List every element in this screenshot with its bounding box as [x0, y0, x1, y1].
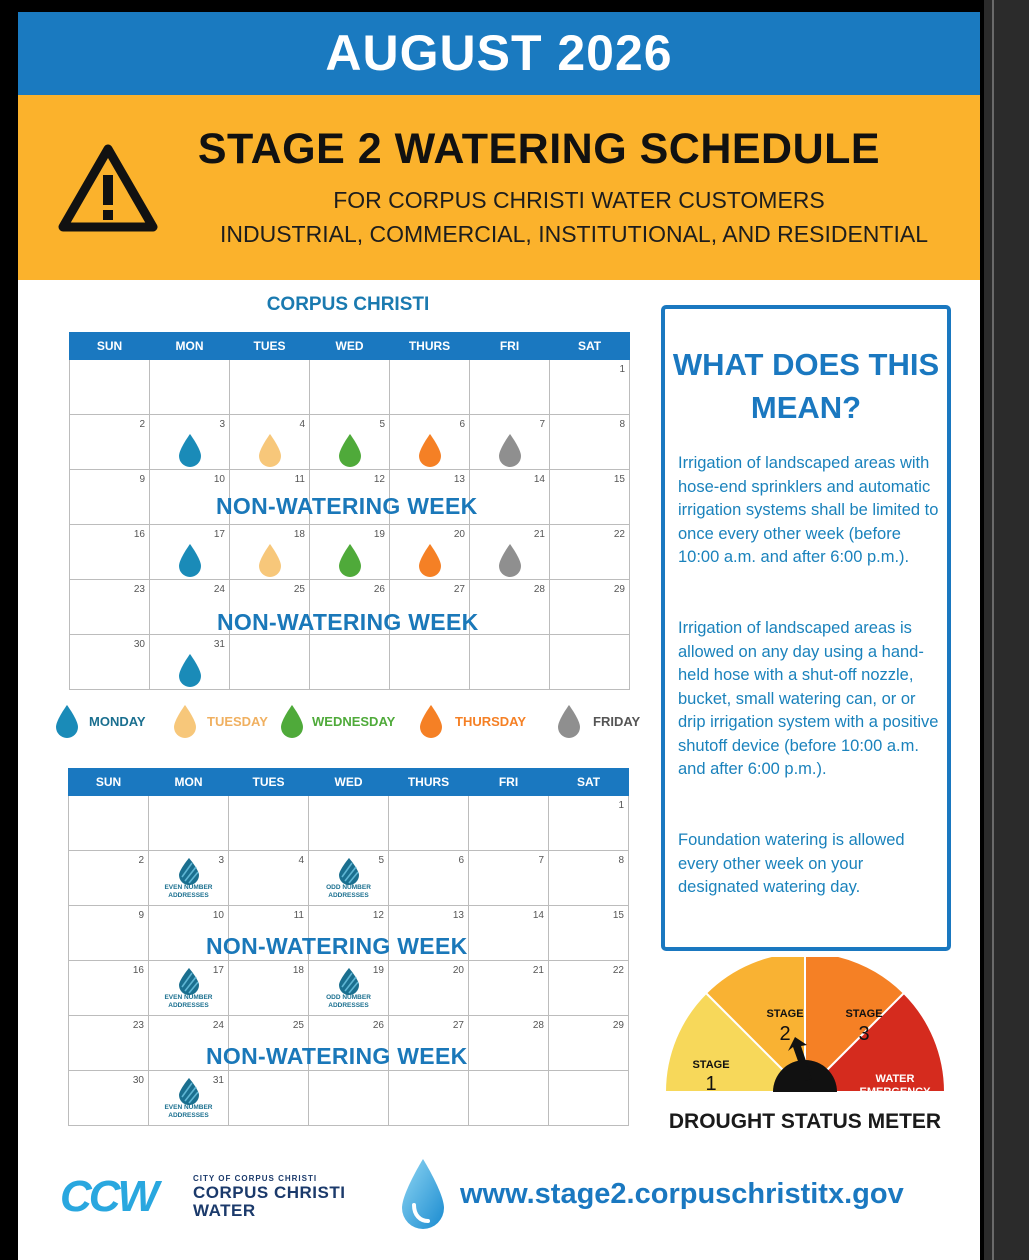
day-number: 26: [373, 584, 385, 595]
day-number: 30: [133, 639, 145, 650]
subtitle-sectors: INDUSTRIAL, COMMERCIAL, INSTITUTIONAL, AND RESIDENTIAL: [220, 221, 928, 247]
day-number: 27: [452, 1020, 464, 1031]
calendar-day-cell: [470, 415, 550, 470]
meter-label: DROUGHT STATUS METER: [668, 1110, 942, 1133]
day-header: MON: [150, 333, 230, 360]
address-note: EVEN NUMBER ADDRESSES: [164, 1104, 213, 1119]
calendar-day-cell: [149, 851, 229, 906]
day-number: 26: [372, 1020, 384, 1031]
title-banner: [18, 95, 980, 280]
meter-stage1-number: 1: [705, 1073, 717, 1095]
day-header: SUN: [69, 769, 149, 796]
legend-thursday: THURSDAY: [455, 714, 527, 729]
wednesday-drop-icon: [279, 704, 305, 738]
calendar-week-row: [69, 851, 629, 906]
calendar-day-cell: [229, 851, 309, 906]
day-number: 15: [613, 474, 625, 485]
day-number: 18: [292, 965, 304, 976]
calendar-heading: CORPUS CHRISTI: [266, 294, 430, 315]
day-number: 13: [453, 474, 465, 485]
org-name-line2: WATER: [193, 1201, 256, 1220]
day-number: 17: [213, 529, 225, 540]
calendar-day-cell: [549, 796, 629, 851]
water-drop-icon: [417, 543, 443, 577]
city-small-text: CITY OF CORPUS CHRISTI: [193, 1174, 318, 1183]
calendar-day-cell: [230, 525, 310, 580]
calendar-day-cell: [309, 796, 389, 851]
calendar-day-cell: [470, 360, 550, 415]
day-number: 11: [294, 474, 305, 485]
day-header: WED: [309, 769, 389, 796]
calendar-day-cell: [550, 580, 630, 635]
info-paragraph: Irrigation of landscaped areas with hose-end sprinklers and automatic irrigation systems shall be limited to once every other week (before 10:00 a.m. and after 6:00 p.m.).: [678, 454, 939, 566]
day-number: 4: [299, 419, 305, 430]
day-number: 16: [133, 529, 145, 540]
meter-stage2-number: 2: [779, 1023, 791, 1045]
calendar-day-cell: [229, 796, 309, 851]
address-note: ODD NUMBER ADDRESSES: [326, 994, 371, 1009]
calendar-day-cell: [469, 851, 549, 906]
info-paragraph: Irrigation of landscaped areas is allowed on any day using a hand-held hose with a shut-off nozzle, bucket, small watering can, or or drip irrigation system with a positive shutoff device (before 10:00 a.m. and after 6:00 p.m.).: [678, 619, 939, 778]
calendar-day-cell: [310, 415, 390, 470]
calendar-day-cell: [550, 525, 630, 580]
day-number: 2: [138, 855, 144, 866]
calendar-day-cell: [550, 360, 630, 415]
day-header: SAT: [549, 769, 629, 796]
address-note: EVEN NUMBER ADDRESSES: [164, 994, 213, 1009]
day-number: 7: [538, 855, 544, 866]
day-number: 15: [612, 910, 624, 921]
calendar-week-row: [70, 635, 630, 690]
calendar-day-cell: [390, 635, 470, 690]
day-number: 21: [532, 965, 544, 976]
calendar-day-cell: [469, 796, 549, 851]
legend-friday: FRIDAY: [593, 714, 641, 729]
calendar-day-cell: [230, 415, 310, 470]
calendar-day-cell: [470, 580, 550, 635]
calendar-day-cell: [69, 851, 149, 906]
flyer-page: [18, 12, 980, 1260]
meter-emergency-line1: WATER: [875, 1073, 915, 1085]
day-number: 22: [612, 965, 624, 976]
non-watering-week-label: NON-WATERING WEEK: [216, 493, 478, 519]
day-header: FRI: [469, 769, 549, 796]
day-header: FRI: [470, 333, 550, 360]
calendar-day-cell: [70, 470, 150, 525]
org-name: [193, 1184, 345, 1220]
subtitle-customers: FOR CORPUS CHRISTI WATER CUSTOMERS: [333, 187, 825, 213]
calendar-day-cell: [69, 1071, 149, 1126]
day-number: 25: [292, 1020, 304, 1031]
non-watering-week-label: NON-WATERING WEEK: [206, 933, 468, 959]
day-number: 23: [133, 584, 145, 595]
day-header: TUES: [230, 333, 310, 360]
water-drop-icon: [177, 653, 203, 687]
calendar-day-cell: [69, 906, 149, 961]
day-header: THURS: [390, 333, 470, 360]
calendar-day-cell: [549, 961, 629, 1016]
info-box: [661, 305, 951, 951]
calendar-day-cell: [69, 796, 149, 851]
day-number: 12: [373, 474, 385, 485]
calendar-day-cell: [70, 525, 150, 580]
water-drop-icon: [497, 433, 523, 467]
calendar-day-cell: [229, 961, 309, 1016]
day-number: 3: [218, 855, 224, 866]
website-link[interactable]: www.stage2.corpuschristitx.gov: [460, 1178, 904, 1210]
calendar-day-cell: [389, 1071, 469, 1126]
address-note: ODD NUMBER ADDRESSES: [326, 884, 371, 899]
calendar-day-cell: [389, 851, 469, 906]
ccw-logo: CCW: [60, 1172, 157, 1221]
calendar-day-cell: [550, 470, 630, 525]
calendar-day-cell: [149, 796, 229, 851]
non-watering-week-label: NON-WATERING WEEK: [217, 609, 479, 635]
calendar-week-row: [69, 796, 629, 851]
friday-drop-icon: [556, 704, 582, 738]
water-drop-icon: [497, 543, 523, 577]
calendar-week-row: [70, 360, 630, 415]
calendar-day-cell: [70, 360, 150, 415]
meter-emergency-line2: EMERGENCY: [859, 1086, 931, 1097]
calendar-day-cell: [309, 851, 389, 906]
water-drop-icon: [338, 857, 360, 885]
month-banner: AUGUST 2026: [18, 12, 980, 95]
calendar-day-cell: [470, 470, 550, 525]
day-number: 2: [139, 419, 145, 430]
day-number: 18: [293, 529, 305, 540]
day-header: TUES: [229, 769, 309, 796]
legend-monday: MONDAY: [89, 714, 146, 729]
calendar-day-cell: [549, 851, 629, 906]
day-number: 16: [132, 965, 144, 976]
calendar-day-cell: [150, 635, 230, 690]
calendar-day-cell: [469, 1016, 549, 1071]
calendar-day-cell: [549, 1016, 629, 1071]
day-header: SAT: [550, 333, 630, 360]
day-header: THURS: [389, 769, 469, 796]
day-number: 10: [213, 474, 225, 485]
right-edge-line: [992, 0, 994, 1260]
day-header: MON: [149, 769, 229, 796]
right-edge: [984, 0, 1029, 1260]
water-drop-icon: [177, 433, 203, 467]
calendar-day-cell: [549, 1071, 629, 1126]
calendar-day-cell: [310, 635, 390, 690]
day-number: 19: [372, 965, 384, 976]
calendar-day-cell: [70, 580, 150, 635]
legend-wednesday: WEDNESDAY: [312, 714, 396, 729]
calendar-day-cell: [469, 1071, 549, 1126]
meter-stage1-word: STAGE: [692, 1059, 730, 1071]
calendar-day-cell: [70, 635, 150, 690]
calendar-day-cell: [550, 415, 630, 470]
monday-drop-icon: [54, 704, 80, 738]
day-number: 20: [453, 529, 465, 540]
meter-stage3-word: STAGE: [845, 1008, 883, 1020]
calendar-day-cell: [149, 961, 229, 1016]
day-number: 19: [373, 529, 385, 540]
day-number: 5: [379, 419, 385, 430]
calendar-day-cell: [390, 360, 470, 415]
calendar-day-cell: [469, 906, 549, 961]
calendar-day-cell: [69, 961, 149, 1016]
thursday-drop-icon: [418, 704, 444, 738]
water-drop-icon: [257, 543, 283, 577]
day-number: 12: [372, 910, 384, 921]
calendar-day-cell: [469, 961, 549, 1016]
calendar-day-cell: [150, 525, 230, 580]
day-number: 5: [378, 855, 384, 866]
day-number: 21: [533, 529, 545, 540]
calendar-day-cell: [149, 1071, 229, 1126]
water-drop-icon: [417, 433, 443, 467]
day-number: 24: [212, 1020, 224, 1031]
day-number: 8: [619, 419, 625, 430]
day-number: 14: [532, 910, 544, 921]
day-number: 28: [532, 1020, 544, 1031]
non-watering-week-label: NON-WATERING WEEK: [206, 1043, 468, 1069]
calendar-week-row: [69, 1071, 629, 1126]
day-number: 13: [452, 910, 464, 921]
water-drop-icon: [178, 967, 200, 995]
calendar-day-cell: [309, 1071, 389, 1126]
day-number: 8: [618, 855, 624, 866]
tuesday-drop-icon: [172, 704, 198, 738]
calendar-day-cell: [69, 1016, 149, 1071]
water-drop-icon: [178, 1077, 200, 1105]
calendar-day-cell: [550, 635, 630, 690]
water-drop-icon: [338, 967, 360, 995]
day-number: 31: [213, 639, 225, 650]
calendar-day-cell: [389, 961, 469, 1016]
water-drop-logo-icon: [400, 1157, 446, 1232]
day-number: 22: [613, 529, 625, 540]
calendar-day-cell: [549, 906, 629, 961]
water-drop-icon: [337, 433, 363, 467]
day-number: 23: [132, 1020, 144, 1031]
calendar-day-cell: [70, 415, 150, 470]
day-number: 30: [132, 1075, 144, 1086]
water-drop-icon: [257, 433, 283, 467]
day-number: 6: [458, 855, 464, 866]
day-number: 31: [212, 1075, 224, 1086]
calendar-day-cell: [470, 635, 550, 690]
day-number: 24: [213, 584, 225, 595]
day-number: 10: [212, 910, 224, 921]
org-name-line1: CORPUS CHRISTI: [193, 1183, 346, 1202]
day-number: 9: [138, 910, 144, 921]
day-header: WED: [310, 333, 390, 360]
drought-status-meter: [663, 957, 947, 1097]
day-number: 20: [452, 965, 464, 976]
day-number: 1: [619, 364, 625, 375]
day-number: 11: [293, 910, 304, 921]
calendar-week-row: [70, 415, 630, 470]
calendar-day-cell: [230, 360, 310, 415]
calendar-week-row: [70, 525, 630, 580]
day-number: 29: [613, 584, 625, 595]
info-paragraph: Foundation watering is allowed every other week on your designated watering day.: [678, 831, 905, 896]
water-drop-icon: [178, 857, 200, 885]
day-number: 27: [453, 584, 465, 595]
day-number: 9: [139, 474, 145, 485]
day-number: 4: [298, 855, 304, 866]
day-number: 3: [219, 419, 225, 430]
calendar-day-cell: [229, 1071, 309, 1126]
address-note: EVEN NUMBER ADDRESSES: [164, 884, 213, 899]
page-title: STAGE 2 WATERING SCHEDULE: [197, 125, 881, 173]
calendar-day-cell: [309, 961, 389, 1016]
day-number: 29: [612, 1020, 624, 1031]
calendar-day-cell: [390, 525, 470, 580]
meter-stage2-word: STAGE: [766, 1008, 804, 1020]
meter-stage3-number: 3: [858, 1023, 870, 1045]
day-number: 17: [212, 965, 224, 976]
calendar-week-row: [69, 961, 629, 1016]
info-box-title: WHAT DOES THIS MEAN?: [672, 347, 940, 425]
calendar-day-cell: [150, 360, 230, 415]
calendar-day-cell: [230, 635, 310, 690]
day-number: 28: [533, 584, 545, 595]
calendar-day-cell: [390, 415, 470, 470]
water-drop-icon: [337, 543, 363, 577]
day-number: 1: [618, 800, 624, 811]
calendar-day-cell: [310, 360, 390, 415]
calendar-day-cell: [389, 796, 469, 851]
calendar-day-cell: [470, 525, 550, 580]
water-drop-icon: [177, 543, 203, 577]
day-number: 6: [459, 419, 465, 430]
calendar-day-cell: [150, 415, 230, 470]
day-number: 7: [539, 419, 545, 430]
day-number: 14: [533, 474, 545, 485]
day-header: SUN: [70, 333, 150, 360]
calendar-day-cell: [310, 525, 390, 580]
legend-tuesday: TUESDAY: [207, 714, 268, 729]
day-number: 25: [293, 584, 305, 595]
